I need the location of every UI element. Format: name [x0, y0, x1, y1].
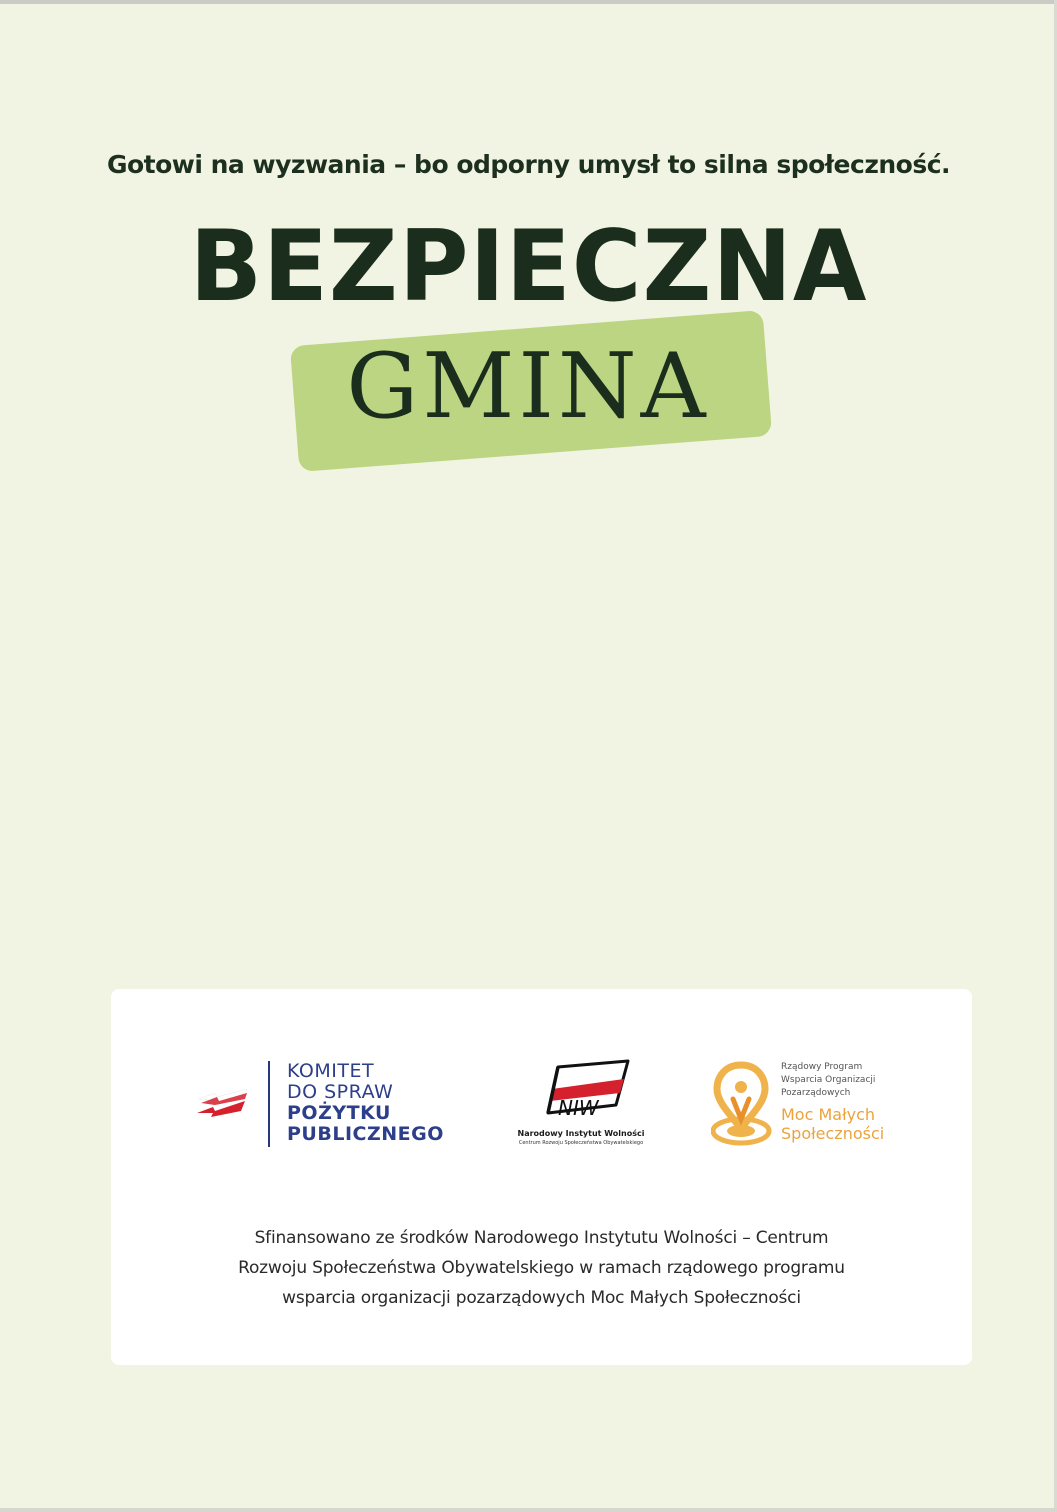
- niw-logo: [516, 1059, 646, 1151]
- location-pin-icon: [711, 1059, 773, 1147]
- tagline: Gotowi na wyzwania – bo odporny umysł to silna społeczność.: [106, 150, 951, 179]
- funding-line-1: Sfinansowano ze środków Narodowego Instytutu Wolności – Centrum: [254, 1228, 829, 1248]
- mms-name: [781, 1105, 884, 1143]
- komitet-divider: [268, 1061, 270, 1147]
- mms-program-text: [781, 1061, 875, 1100]
- mms-name-line-2: Społeczności: [781, 1124, 885, 1143]
- komitet-line-2: DO SPRAW: [287, 1081, 394, 1103]
- funding-line-2: Rozwoju Społeczeństwa Obywatelskiego w ramach rządowego programu: [238, 1258, 845, 1278]
- title-sub: GMINA: [346, 334, 710, 439]
- niw-mark-text: NIW: [558, 1096, 599, 1120]
- niw-name: Narodowy Instytut Wolności: [517, 1129, 645, 1138]
- niw-subtitle: Centrum Rozwoju Społeczeństwa Obywatelskiego: [518, 1140, 644, 1146]
- sponsor-panel: [111, 989, 972, 1365]
- funding-line-3: wsparcia organizacji pozarządowych Moc Małych Społeczności: [282, 1288, 801, 1308]
- mms-program-line-3: Pozarządowych: [781, 1088, 851, 1098]
- mms-program-line-1: Rządowy Program: [781, 1062, 863, 1072]
- page-top-edge: [0, 0, 1057, 4]
- komitet-line-4: PUBLICZNEGO: [287, 1123, 444, 1145]
- komitet-line-1: KOMITET: [287, 1060, 375, 1082]
- komitet-text: [287, 1061, 444, 1145]
- mms-name-line-1: Moc Małych: [781, 1105, 876, 1124]
- komitet-logo: [195, 1061, 465, 1151]
- mms-logo: [711, 1059, 911, 1151]
- polish-flag-icon: [195, 1083, 251, 1119]
- mms-program-line-2: Wsparcia Organizacji: [781, 1075, 876, 1085]
- page-bottom-edge: [0, 1508, 1057, 1512]
- funding-statement: [111, 1223, 972, 1313]
- title-main: BEZPIECZNA: [189, 210, 868, 324]
- niw-flag-icon: [536, 1059, 632, 1123]
- komitet-line-3: POŻYTKU: [287, 1102, 391, 1124]
